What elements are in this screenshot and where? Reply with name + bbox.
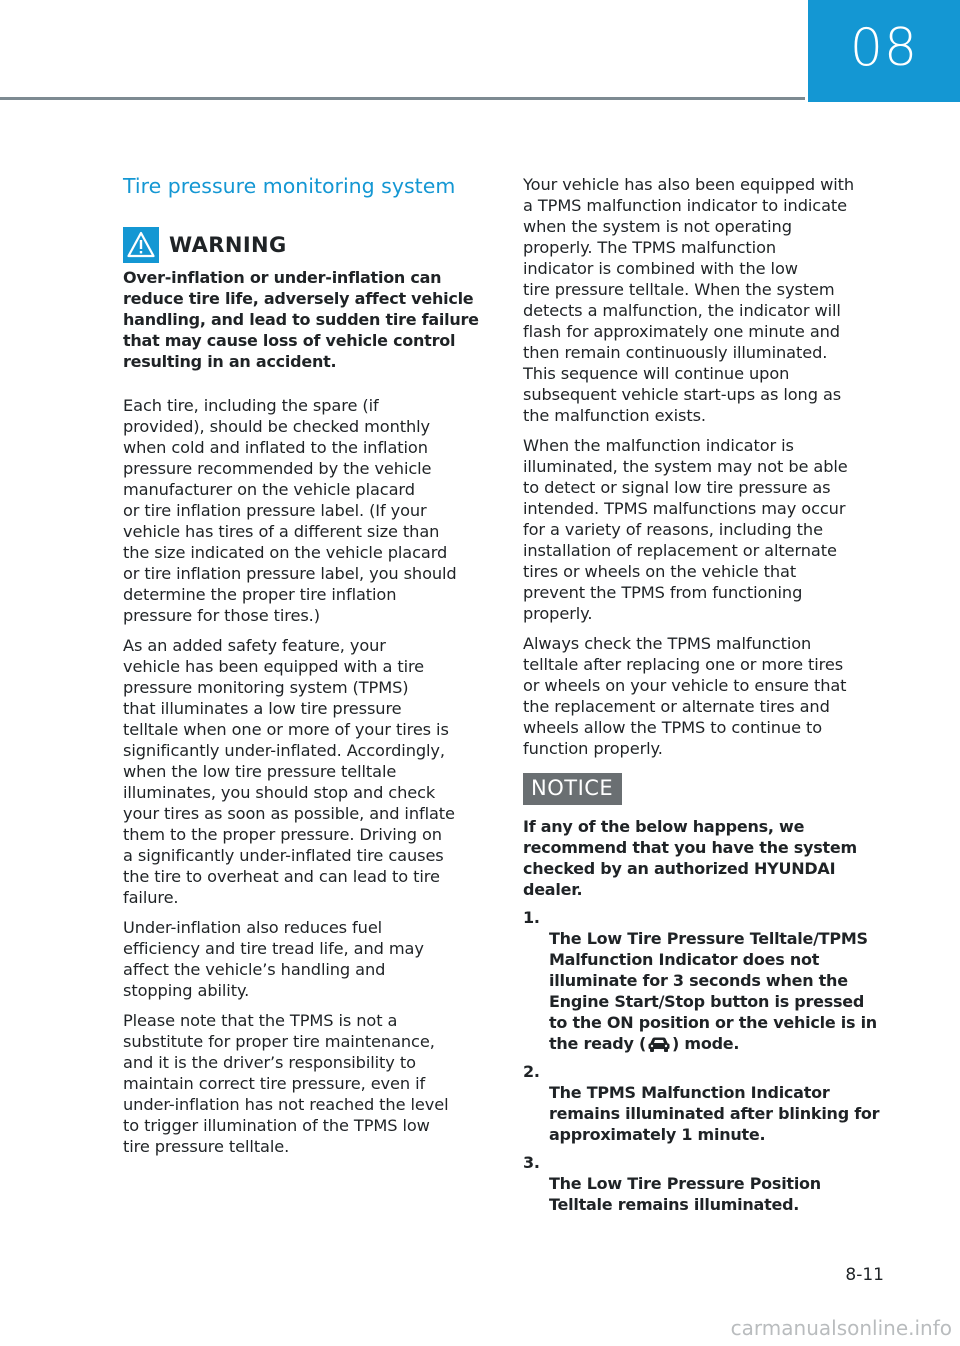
list-item-text: The Low Tire Pressure Position Telltale remains illuminated. <box>549 1174 821 1214</box>
paragraph: Always check the TPMS malfunction telltale after replacing one or more tires or wheels on your vehicle to ensure that the replacement or alternate tires and wheels allow the TPMS to continue to function properly. <box>523 634 847 758</box>
list-item <box>523 907 893 1054</box>
paragraph: As an added safety feature, your vehicle has been equipped with a tire pressure monitoring system (TPMS) that illuminates a low tire pressure telltale when one or more of your tires is significantly under-inflated. Accordingly, when the low tire pressure telltale illuminates, you should stop and check your tires as soon as possible, and inflate them to the proper pressure. Driving on a significantly under-inflated tire causes the tire to overheat and can lead to tire failure. <box>123 636 455 907</box>
chapter-tab <box>808 0 960 102</box>
list-item-text-end: ) mode. <box>672 1034 740 1053</box>
list-item-text: The Low Tire Pressure Telltale/TPMS Malfunction Indicator does not illuminate for 3 seconds when the Engine Start/Stop button is pressed to the ON position or the vehicle is in the ready ( <box>549 929 877 1053</box>
notice-label: NOTICE <box>523 773 622 805</box>
list-item <box>523 1152 893 1215</box>
ready-car-icon <box>647 1035 671 1053</box>
warning-text: Over-inflation or under-inflation can reduce tire life, adversely affect vehicle handling, and lead to sudden tire failure that may cause loss of vehicle control resulting in an accident. <box>123 268 479 371</box>
list-item-number: 3. <box>523 1153 540 1172</box>
notice-intro: If any of the below happens, we recommend that you have the system checked by an authorized HYUNDAI dealer. <box>523 817 857 899</box>
notice-list <box>523 907 893 1215</box>
left-column-text <box>123 395 493 1166</box>
warning-box <box>123 226 487 372</box>
warning-title: WARNING <box>169 233 287 257</box>
warning-header <box>123 226 487 264</box>
watermark: carmanualsonline.info <box>730 1316 952 1340</box>
paragraph: Please note that the TPMS is not a substitute for proper tire maintenance, and it is the driver’s responsibility to maintain correct tire pressure, even if under-inflation has not reached the level to trigger illumination of the TPMS low tire pressure telltale. <box>123 1011 449 1156</box>
page-number: 8-11 <box>845 1265 884 1285</box>
list-item-number: 2. <box>523 1062 540 1081</box>
notice-box <box>523 773 893 1222</box>
list-item-text: The TPMS Malfunction Indicator remains illuminated after blinking for approximately 1 minute. <box>549 1083 880 1144</box>
warning-triangle-icon <box>123 227 159 263</box>
paragraph: Under-inflation also reduces fuel efficiency and tire tread life, and may affect the vehicle’s handling and stopping ability. <box>123 918 424 1000</box>
section-title: Tire pressure monitoring system <box>123 174 456 198</box>
list-item-number: 1. <box>523 908 540 927</box>
right-column-text <box>523 174 893 768</box>
header-rule <box>0 97 805 100</box>
paragraph: Each tire, including the spare (if provided), should be checked monthly when cold and inflated to the inflation pressure recommended by the vehicle manufacturer on the vehicle placard or tire inflation pressure label. (If your vehicle has tires of a different size than the size indicated on the vehicle placard or tire inflation pressure label, you should determine the proper tire inflation pressure for those tires.) <box>123 396 457 625</box>
list-item <box>523 1061 893 1145</box>
chapter-number: 08 <box>849 18 919 78</box>
paragraph: When the malfunction indicator is illuminated, the system may not be able to detect or signal low tire pressure as intended. TPMS malfunctions may occur for a variety of reasons, including the installation of replacement or alternate tires or wheels on the vehicle that prevent the TPMS from functioning properly. <box>523 436 848 623</box>
paragraph: Your vehicle has also been equipped with a TPMS malfunction indicator to indicate when the system is not operating properly. The TPMS malfunction indicator is combined with the low tire pressure telltale. When the system detects a malfunction, the indicator will flash for approximately one minute and then remain continuously illuminated. This sequence will continue upon subsequent vehicle start-ups as long as the malfunction exists. <box>523 175 855 425</box>
